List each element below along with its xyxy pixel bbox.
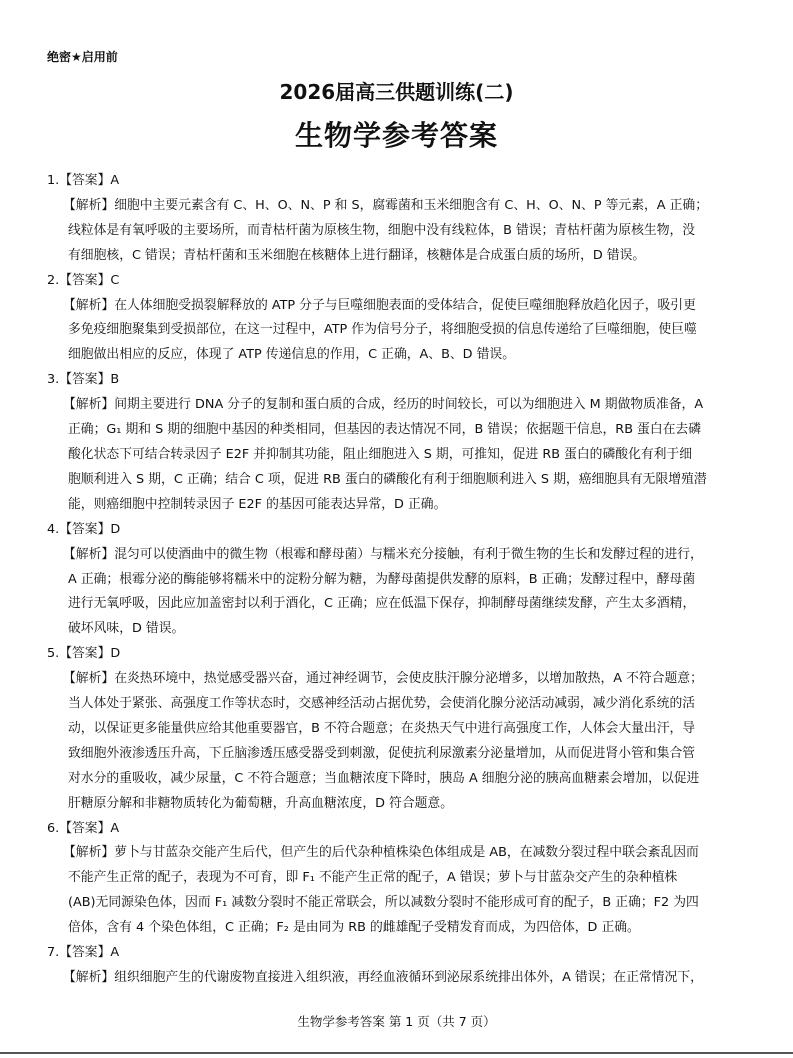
explanation-line: 【解析】混匀可以使酒曲中的微生物（根霉和酵母菌）与糯米充分接触，有利于微生物的生长和发酵过程的进行， bbox=[63, 546, 703, 562]
answer-item bbox=[47, 518, 767, 643]
explanation-line: 倍体，含有 4 个染色体组，C 正确；F₂ 是由同为 RB 的雌雄配子受精发育而成，为四倍体，D 正确。 bbox=[68, 920, 640, 936]
explanation-line: 【解析】组织细胞产生的代谢废物直接进入组织液，再经血液循环到泌尿系统排出体外，A 错误；在正常情况下， bbox=[63, 970, 703, 985]
answer-item bbox=[47, 368, 767, 517]
explanation-line: 对水分的重吸收，减少尿量，C 不符合题意；当血糖浓度下降时，胰岛 A 细胞分泌的胰高血糖素会增加，以促进 bbox=[68, 770, 700, 786]
explanation-line: 多免疫细胞聚集到受损部位，在这一过程中，ATP 作为信号分子，将细胞受损的信息传递给了巨噬细胞，使巨噬 bbox=[68, 322, 697, 338]
answer-list bbox=[47, 169, 767, 991]
explanation-line: (AB)无同源染色体，因而 F₁ 减数分裂时不能正常联会，所以减数分裂时不能形成可育的配子，B 正确；F2 为四 bbox=[68, 895, 699, 911]
answer-item bbox=[47, 941, 767, 991]
explanation-line: 【解析】在炎热环境中，热觉感受器兴奋，通过神经调节，会使皮肤汗腺分泌增多，以增加散热，A 不符合题意； bbox=[63, 671, 703, 687]
explanation-line: A 正确；根霉分泌的酶能够将糯米中的淀粉分解为糖，为酵母菌提供发酵的原料，B 正确；发酵过程中，酵母菌 bbox=[68, 571, 696, 587]
explanation-line: 有细胞核，C 错误；青枯杆菌和玉米细胞在核糖体上进行翻译，核糖体是合成蛋白质的场所，D 错误。 bbox=[68, 247, 646, 263]
bottom-divider bbox=[0, 1052, 793, 1054]
explanation-line: 破坏风味，D 错误。 bbox=[68, 621, 185, 637]
explanation-line: 致细胞外液渗透压升高，下丘脑渗透压感受器受到刺激，促使抗利尿激素分泌量增加，从而促进肾小管和集合管 bbox=[68, 745, 696, 761]
explanation-line: 【解析】细胞中主要元素含有 C、H、O、N、P 和 S，腐霉菌和玉米细胞含有 C、H、O、N、P 等元素，A 正确； bbox=[63, 197, 708, 213]
answer-heading: 1.【答案】A bbox=[47, 173, 120, 188]
answer-item bbox=[47, 642, 767, 816]
answer-item bbox=[47, 269, 767, 369]
explanation-line: 【解析】在人体细胞受损裂解释放的 ATP 分子与巨噬细胞表面的受体结合，促使巨噬细胞释放趋化因子，吸引更 bbox=[63, 297, 696, 313]
answer-heading: 7.【答案】A bbox=[47, 945, 120, 961]
answer-heading: 3.【答案】B bbox=[47, 372, 120, 388]
explanation-line: 肝糖原分解和非糖物质转化为葡萄糖，升高血糖浓度，D 符合题意。 bbox=[68, 795, 454, 811]
exam-title: 2026届高三供题训练(二) bbox=[279, 80, 514, 104]
answer-heading: 2.【答案】C bbox=[47, 272, 120, 288]
explanation-line: 进行无氧呼吸，因此应加盖密封以利于酒化，C 正确；应在低温下保存，抑制酵母菌继续发酵，产生太多酒精， bbox=[68, 596, 696, 612]
explanation-line: 动，以保证更多能量供应给其他重要器官，B 不符合题意；在炎热天气中进行高强度工作，人体会大量出汗，导 bbox=[68, 720, 696, 736]
document-title: 生物学参考答案 bbox=[294, 119, 498, 152]
answer-heading: 4.【答案】D bbox=[47, 521, 121, 537]
explanation-line: 不能产生正常的配子，表现为不可育，即 F₁ 不能产生正常的配子，A 错误；萝卜与甘蓝杂交产生的杂种植株 bbox=[68, 870, 678, 886]
explanation-line: 【解析】间期主要进行 DNA 分子的复制和蛋白质的合成，经历的时间较长，可以为细胞进入 M 期做物质准备，A bbox=[63, 397, 704, 413]
explanation-line: 细胞做出相应的反应，体现了 ATP 传递信息的作用，C 正确，A、B、D 错误。 bbox=[68, 347, 515, 363]
explanation-line: 正确；G₁ 期和 S 期的细胞中基因的种类相同，但基因的表达情况不同，B 错误；依据题干信息，RB 蛋白在去磷 bbox=[68, 422, 702, 438]
confidential-label: 绝密★启用前 bbox=[47, 50, 118, 64]
explanation-line: 酸化状态下可结合转录因子 E2F 并抑制其功能，阻止细胞进入 S 期，可推知，促进 RB 蛋白的磷酸化有利于细 bbox=[68, 446, 693, 462]
explanation-line: 【解析】萝卜与甘蓝杂交能产生后代，但产生的后代杂种植株染色体组成是 AB，在减数分裂过程中联会紊乱因而 bbox=[63, 845, 699, 861]
answer-heading: 6.【答案】A bbox=[47, 820, 120, 836]
explanation-line: 能，则癌细胞中控制转录因子 E2F 的基因可能表达异常，D 正确。 bbox=[68, 496, 447, 512]
explanation-line: 线粒体是有氧呼吸的主要场所，而青枯杆菌为原核生物，细胞中没有线粒体，B 错误；青枯杆菌为原核生物，没 bbox=[68, 222, 696, 238]
explanation-line: 胞顺利进入 S 期，C 正确；结合 C 项，促进 RB 蛋白的磷酸化有利于细胞顺利进入 S 期，癌细胞具有无限增殖潜 bbox=[68, 471, 707, 487]
page-footer: 生物学参考答案 第 1 页（共 7 页） bbox=[297, 1014, 496, 1029]
answer-item bbox=[47, 169, 767, 269]
answer-heading: 5.【答案】D bbox=[47, 646, 121, 662]
answer-item bbox=[47, 817, 767, 942]
explanation-line: 当人体处于紧张、高强度工作等状态时，交感神经活动占据优势，会使消化腺分泌活动减弱，减少消化系统的活 bbox=[68, 696, 696, 712]
